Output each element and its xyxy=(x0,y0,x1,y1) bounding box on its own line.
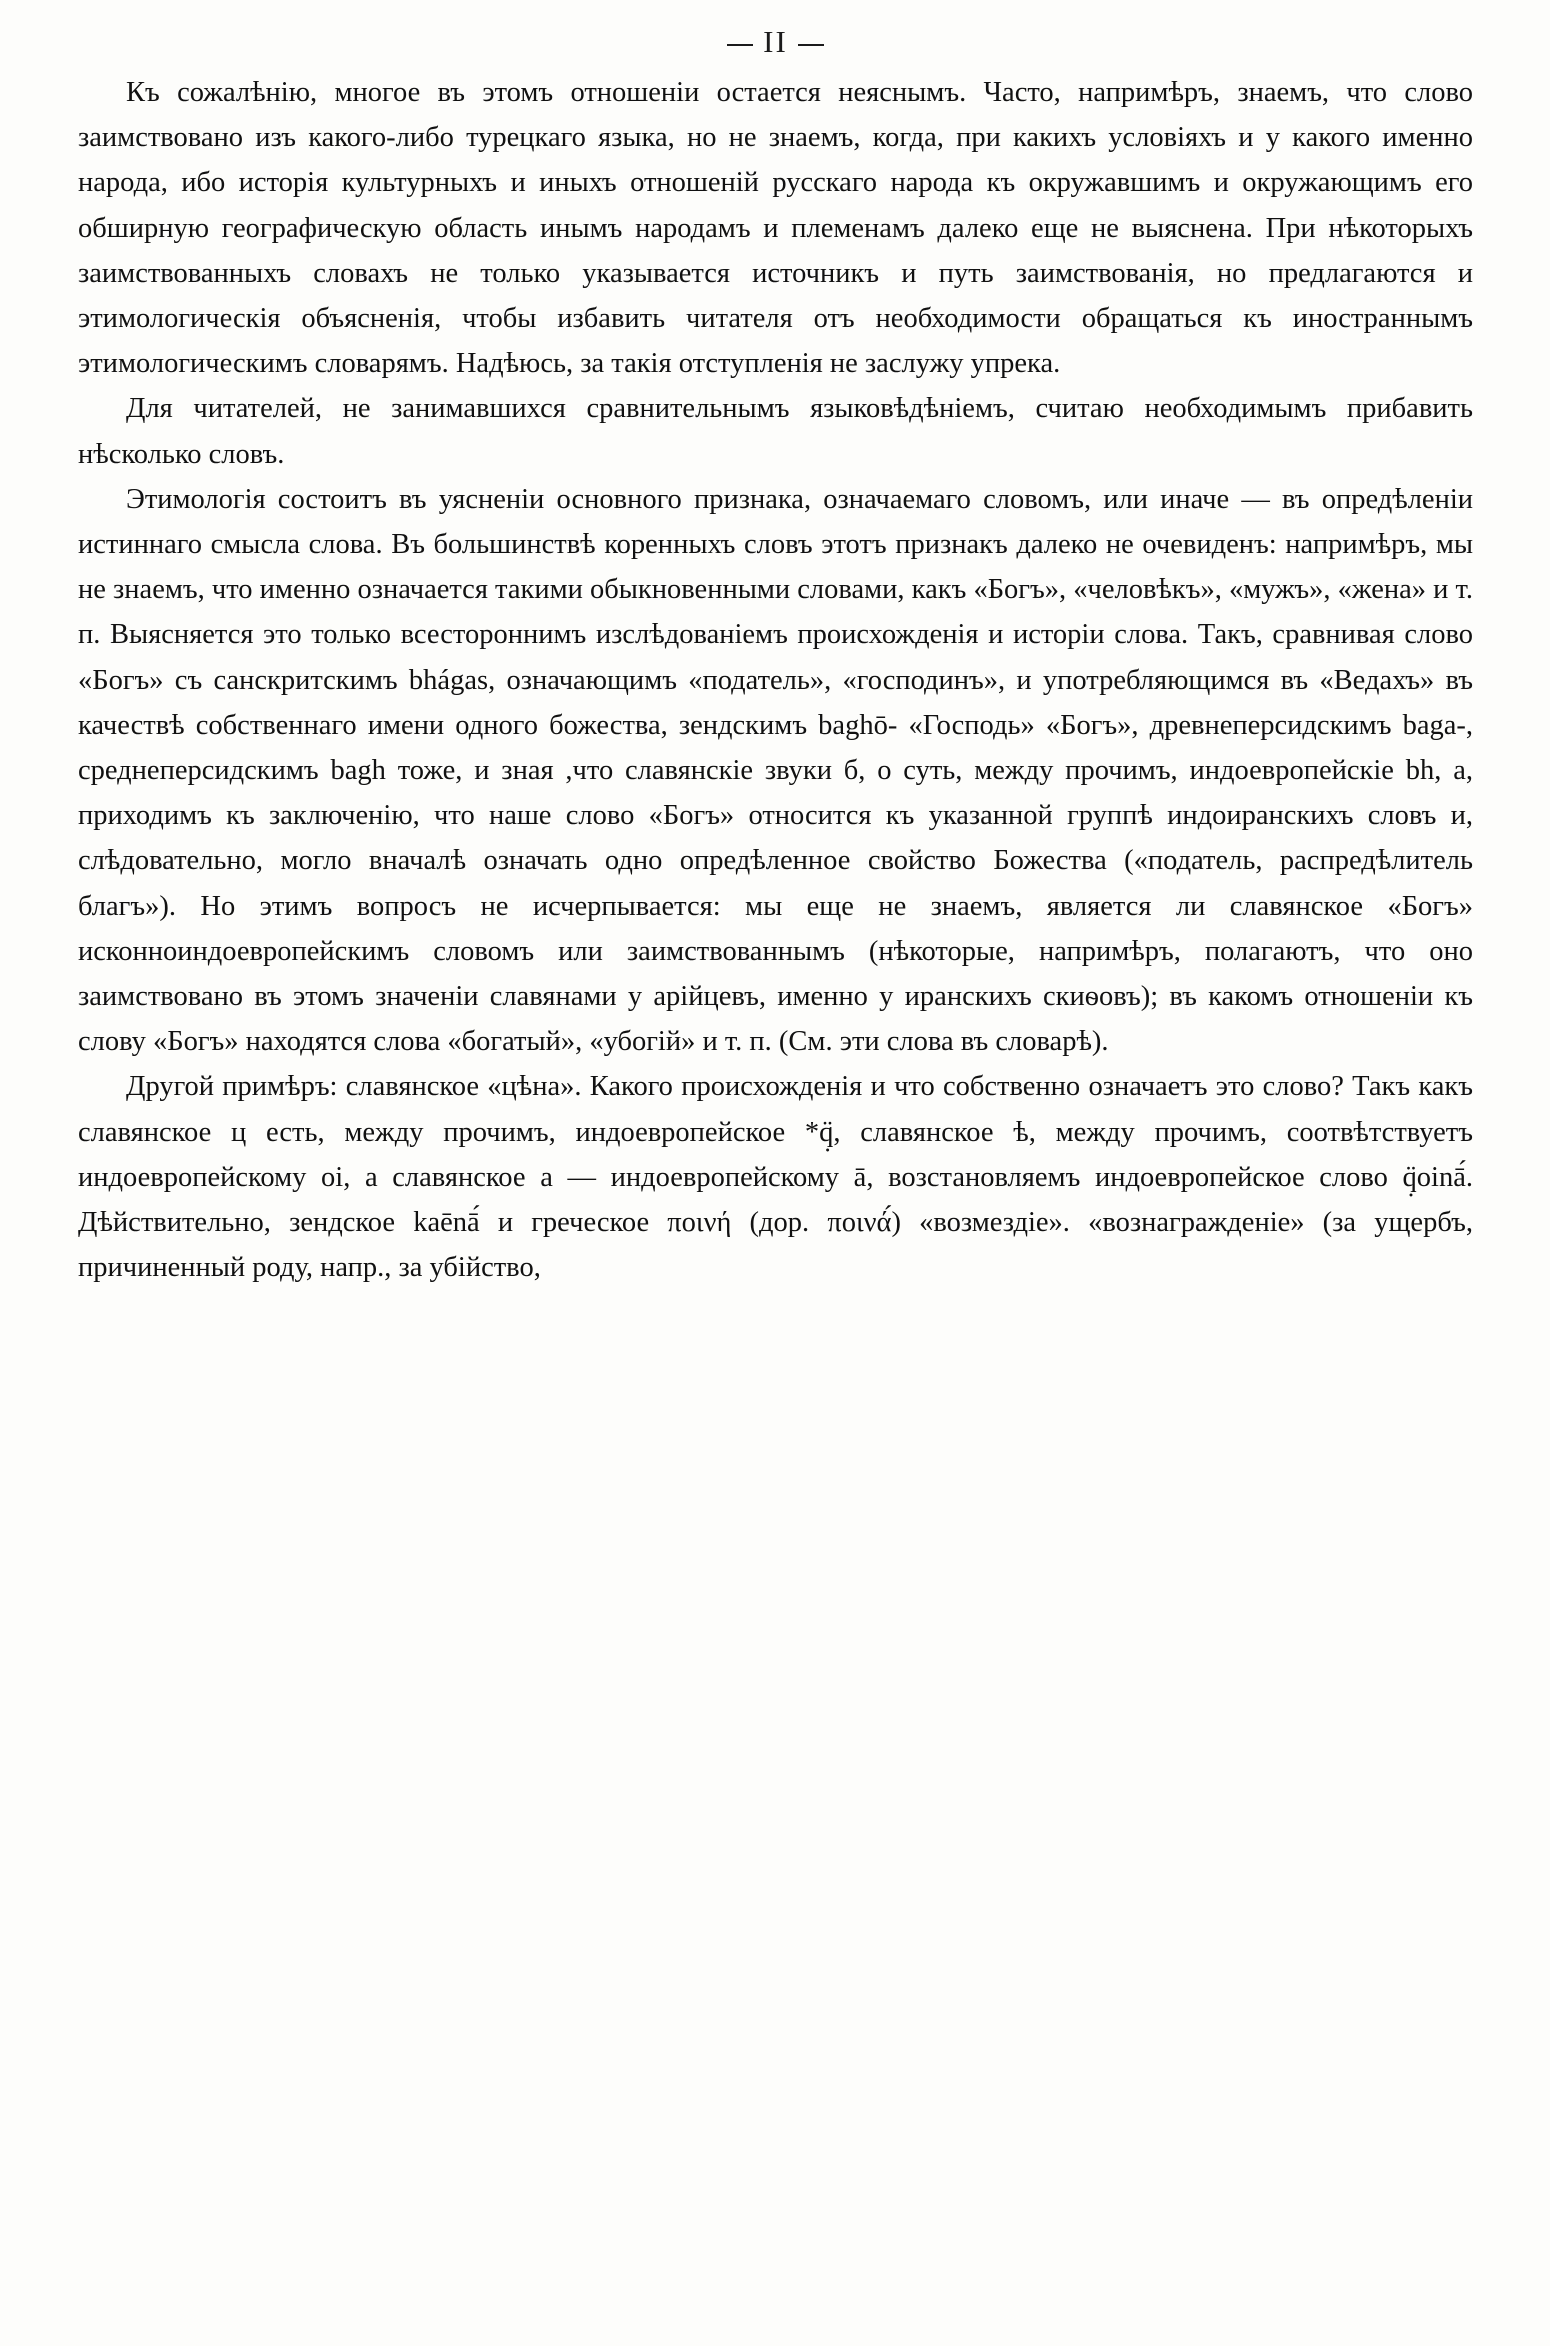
page-header xyxy=(78,22,1473,62)
header-rule-left xyxy=(727,44,753,46)
paragraph: Къ сожалѣнію, многое въ этомъ отношеніи остается неяснымъ. Часто, напримѣръ, знаемъ, что слово заимствовано изъ какого-либо турецкаго языка, но не знаемъ, когда, при какихъ условіяхъ и у какого именно народа, ибо исторія культурныхъ и иныхъ отношеній русскаго народа къ окружавшимъ и окружающимъ его обширную географическую область инымъ народамъ и племенамъ далеко еще не выяснена. При нѣкоторыхъ заимствованныхъ словахъ не только указывается источникъ и путь заимствованія, но предлагаются и этимологическія объясненія, чтобы избавить читателя отъ необходимости обращаться къ иностраннымъ этимологическимъ словарямъ. Надѣюсь, за такія отступленія не заслужу упрека. xyxy=(78,77,1473,380)
paragraph: Этимологія состоитъ въ уясненіи основного признака, означаемаго словомъ, или иначе — въ опредѣленіи истиннаго смысла слова. Въ большинствѣ коренныхъ словъ этотъ признакъ далеко не очевиденъ: напримѣръ, мы не знаемъ, что именно означается такими обыкновенными словами, какъ «Богъ», «человѣкъ», «мужъ», «жена» и т. п. Выясняется это только всестороннимъ изслѣдованіемъ происхожденія и исторіи слова. Такъ, сравнивая слово «Богъ» съ санскритскимъ bhágas, означающимъ «податель», «господинъ», и употребляющимся въ «Ведахъ» въ качествѣ собственнаго имени одного божества, зендскимъ baghō- «Господь» «Богъ», древнеперсидскимъ baga-, среднеперсидскимъ bagh тоже, и зная ,что славянскіе звуки б, о суть, между прочимъ, индоевропейскіе bh, а, приходимъ къ заключенію, что наше слово «Богъ» относится къ указанной группѣ индоиранскихъ словъ и, слѣдовательно, могло вначалѣ означать одно опредѣленное свойство Божества («податель, распредѣлитель благъ»). Но этимъ вопросъ не исчерпывается: мы еще не знаемъ, является ли славянское «Богъ» исконноиндоевропейскимъ словомъ или заимствованнымъ (нѣкоторые, напримѣръ, полагаютъ, что оно заимствовано въ этомъ значеніи славянами у арійцевъ, именно у иранскихъ скиѳовъ); въ какомъ отношеніи къ слову «Богъ» находятся слова «богатый», «убогій» и т. п. (См. эти слова въ словарѣ). xyxy=(78,483,1473,1058)
body-text xyxy=(78,70,1473,1290)
paragraph: Для читателей, не занимавшихся сравнительнымъ языковѣдѣніемъ, считаю необходимымъ прибавить нѣсколько словъ. xyxy=(78,393,1473,470)
page-number: II xyxy=(763,24,788,59)
header-rule-right xyxy=(798,44,824,46)
page-content-area xyxy=(78,0,1473,2346)
paragraph: Другой примѣръ: славянское «цѣна». Какого происхожденія и что собственно означаетъ это слово? Такъ какъ славянское ц есть, между прочимъ, индоевропейское *q̣̈, славянское ѣ, между прочимъ, соотвѣтствуетъ индоевропейскому oi, а славянское а — индоевропейскому ā, возстановляемъ индоевропейское слово q̣̈oinā́. Дѣйствительно, зендское kaēnā́ и греческое ποινή (дор. ποινά́) «возмездіе». «вознагражденіе» (за ущербъ, причиненный роду, напр., за убійство, xyxy=(78,1071,1473,1284)
